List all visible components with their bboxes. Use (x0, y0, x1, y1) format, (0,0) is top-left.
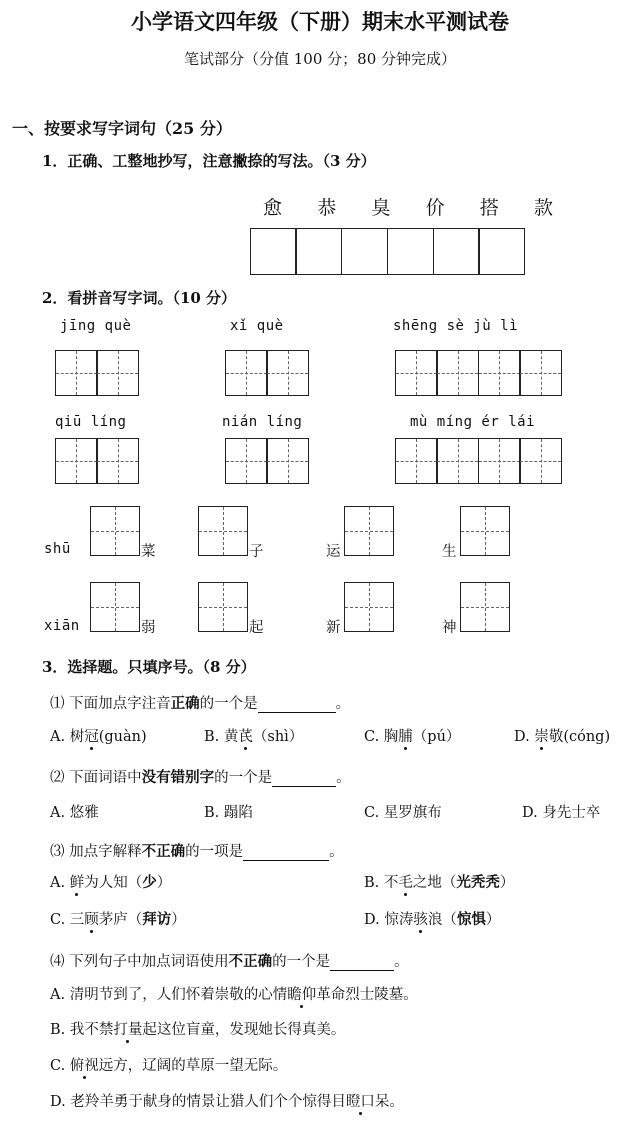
option-c (50, 908, 186, 929)
stem-text: 。 (394, 954, 409, 970)
dotted-char: 崇 (534, 729, 549, 745)
stem-text: 的一个是 (199, 696, 258, 712)
tianzige-cell[interactable] (96, 350, 139, 396)
tianzige-cell[interactable] (344, 506, 394, 556)
option-d (364, 908, 500, 929)
option-d: D. 身先士卒 (522, 805, 601, 821)
option-text: D. 老羚羊勇于献身的情景让猎人们个个惊得 (50, 1094, 332, 1110)
option-text: 茅庐（ (98, 912, 143, 928)
dotted-word: 俯视 (69, 1058, 99, 1074)
option-a: A. 悠雅 (50, 805, 99, 821)
answer-blank[interactable] (258, 696, 336, 713)
tianzige-cell[interactable] (55, 438, 98, 484)
tianzige-cell[interactable] (344, 582, 394, 632)
answer-box[interactable] (341, 228, 388, 275)
tianzige-cell[interactable] (198, 582, 248, 632)
option-d (514, 725, 610, 746)
stem-text: ⑷ 下列句子中加点词语使用 (50, 954, 229, 970)
option-c (50, 1054, 287, 1075)
stem-text: 。 (336, 770, 351, 786)
stem-text: 的一个是 (214, 770, 273, 786)
option-meaning: 拜访 (142, 911, 172, 928)
stem-text: 的一个是 (272, 954, 331, 970)
q2-label: 2．看拼音写字词。（10 分） (42, 289, 237, 307)
option-d (50, 1090, 404, 1111)
tianzige-cell[interactable] (198, 506, 248, 556)
answer-blank[interactable] (330, 954, 394, 971)
stem-emphasis: 不正确 (228, 953, 273, 970)
pinyin: mù míng ér lái (410, 414, 536, 430)
tianzige-cell[interactable] (225, 438, 268, 484)
stem-text: ⑵ 下面词语中 (50, 770, 142, 786)
dotted-char: 脯 (398, 729, 413, 745)
option-text: C. (50, 1058, 70, 1074)
option-text: 之地（ (412, 875, 457, 891)
answer-box[interactable] (478, 228, 525, 275)
tianzige-cell[interactable] (478, 438, 521, 484)
option-text: B. 我不禁 (50, 1022, 114, 1038)
option-b: B. 蹋陷 (204, 805, 253, 821)
answer-box[interactable] (433, 228, 480, 275)
word-char: 新 (326, 620, 341, 636)
tianzige-group[interactable] (56, 438, 139, 484)
answer-blank[interactable] (272, 770, 336, 787)
pinyin: xiān (44, 618, 80, 634)
copy-chars (263, 193, 553, 220)
tianzige-cell[interactable] (478, 350, 521, 396)
pinyin: nián líng (222, 414, 303, 430)
copy-char: 价 (425, 197, 445, 219)
word-char: 起 (249, 620, 264, 636)
tianzige-cell[interactable] (96, 438, 139, 484)
option-b (364, 871, 514, 892)
option-meaning: 少 (142, 874, 157, 891)
option-a (50, 983, 418, 1004)
stem-text: ⑶ 加点字解释 (50, 844, 142, 860)
copy-char: 臭 (371, 197, 391, 219)
dotted-word: 打量 (113, 1022, 143, 1038)
tianzige-cell[interactable] (395, 350, 438, 396)
option-a (50, 725, 147, 746)
stem-emphasis: 正确 (170, 695, 200, 712)
option-text: B. 黄 (204, 729, 239, 745)
q3-4-stem (50, 950, 409, 971)
option-text: C. 三 (50, 912, 85, 928)
tianzige-cell[interactable] (90, 506, 140, 556)
option-text: 。 (389, 1094, 404, 1110)
option-c (364, 725, 460, 746)
pinyin: shēng sè jù lì (393, 318, 519, 334)
option-meaning: 光秃秃 (456, 874, 500, 891)
option-meaning: 惊惧 (456, 911, 486, 928)
dotted-char: 冠 (84, 729, 99, 745)
tianzige-cell[interactable] (460, 506, 510, 556)
option-a (50, 871, 171, 892)
option-text: ） (171, 912, 186, 928)
option-text: A. 清明节到了，人们怀着崇敬的心情 (50, 987, 288, 1003)
tianzige-cell[interactable] (55, 350, 98, 396)
tianzige-cell[interactable] (436, 350, 479, 396)
stem-text: 。 (329, 844, 344, 860)
tianzige-cell[interactable] (90, 582, 140, 632)
option-b (50, 1018, 345, 1039)
q3-3-stem (50, 840, 344, 861)
option-text: 远方，辽阔的草原一望无际。 (98, 1058, 288, 1074)
tianzige-group[interactable] (56, 350, 139, 396)
tianzige-cell[interactable] (519, 350, 562, 396)
tianzige-cell[interactable] (266, 438, 309, 484)
tianzige-cell[interactable] (266, 350, 309, 396)
copy-char: 搭 (479, 197, 499, 219)
option-text: 敬(cóng) (548, 729, 611, 745)
answer-box[interactable] (295, 228, 342, 275)
option-b (204, 725, 303, 746)
tianzige-cell[interactable] (225, 350, 268, 396)
answer-box[interactable] (250, 228, 297, 275)
dotted-char: 骇 (413, 912, 428, 928)
tianzige-cell[interactable] (519, 438, 562, 484)
answer-box[interactable] (387, 228, 434, 275)
dotted-char: 毛 (398, 875, 413, 891)
q3-1-stem (50, 692, 350, 713)
dotted-word: 目瞪口呆 (331, 1094, 390, 1110)
option-text: （pú） (412, 729, 461, 745)
option-text: D. 惊涛 (364, 912, 414, 928)
copy-char: 愈 (263, 197, 283, 219)
dotted-word: 瞻仰 (287, 987, 317, 1003)
option-text: ） (499, 875, 515, 891)
option-text: (guàn) (98, 729, 147, 745)
option-text: 起这位盲童，发现她长得真美。 (142, 1022, 346, 1038)
word-char: 神 (442, 620, 457, 636)
option-text: 革命烈士陵墓。 (316, 987, 418, 1003)
tianzige-cell[interactable] (436, 438, 479, 484)
word-char: 生 (442, 544, 457, 560)
option-text: A. 树 (50, 729, 85, 745)
pinyin: qiū líng (55, 414, 127, 430)
dotted-char: 顾 (84, 912, 99, 928)
tianzige-group[interactable] (226, 438, 309, 484)
word-char: 菜 (141, 544, 156, 560)
word-char: 运 (326, 544, 341, 560)
option-text: A. (50, 875, 70, 891)
option-text: （shì） (252, 729, 304, 745)
page-title: 小学语文四年级（下册）期末水平测试卷 (131, 9, 509, 34)
q3-2-stem (50, 766, 351, 787)
option-text: 浪（ (427, 912, 457, 928)
stem-text: ⑴ 下面加点字注音 (50, 696, 171, 712)
copy-answer-boxes[interactable] (251, 228, 525, 275)
page-subtitle: 笔试部分（分值 100 分；80 分钟完成） (183, 50, 457, 68)
section-heading: 一、按要求写字词句（25 分） (12, 119, 232, 138)
option-text: C. 胸 (364, 729, 399, 745)
stem-emphasis: 没有错别字 (141, 769, 215, 786)
tianzige-cell[interactable] (395, 438, 438, 484)
option-text: B. 不 (364, 875, 399, 891)
tianzige-group[interactable] (396, 350, 562, 396)
q1-label: 1．正确、工整地抄写，注意撇捺的写法。（3 分） (42, 152, 376, 170)
option-c: C. 星罗旗布 (364, 805, 442, 821)
option-text: 为人知（ (84, 875, 143, 891)
stem-text: 的一项是 (185, 844, 244, 860)
tianzige-group[interactable] (226, 350, 309, 396)
word-char: 子 (249, 544, 264, 560)
q3-label: 3．选择题。只填序号。（8 分） (42, 658, 256, 676)
pinyin: jīng què (60, 318, 132, 334)
answer-blank[interactable] (243, 844, 329, 861)
pinyin: shū (44, 541, 71, 557)
stem-emphasis: 不正确 (141, 843, 186, 860)
tianzige-cell[interactable] (460, 582, 510, 632)
tianzige-group[interactable] (396, 438, 562, 484)
option-text: ） (156, 875, 172, 891)
option-text: ） (485, 912, 501, 928)
copy-char: 款 (533, 197, 553, 219)
dotted-char: 芪 (238, 729, 253, 745)
stem-text: 。 (335, 696, 351, 712)
option-text: D. (514, 729, 535, 745)
copy-char: 恭 (317, 197, 337, 219)
word-char: 弱 (141, 620, 156, 636)
dotted-char: 鲜 (69, 875, 85, 891)
pinyin: xǐ què (230, 318, 284, 334)
